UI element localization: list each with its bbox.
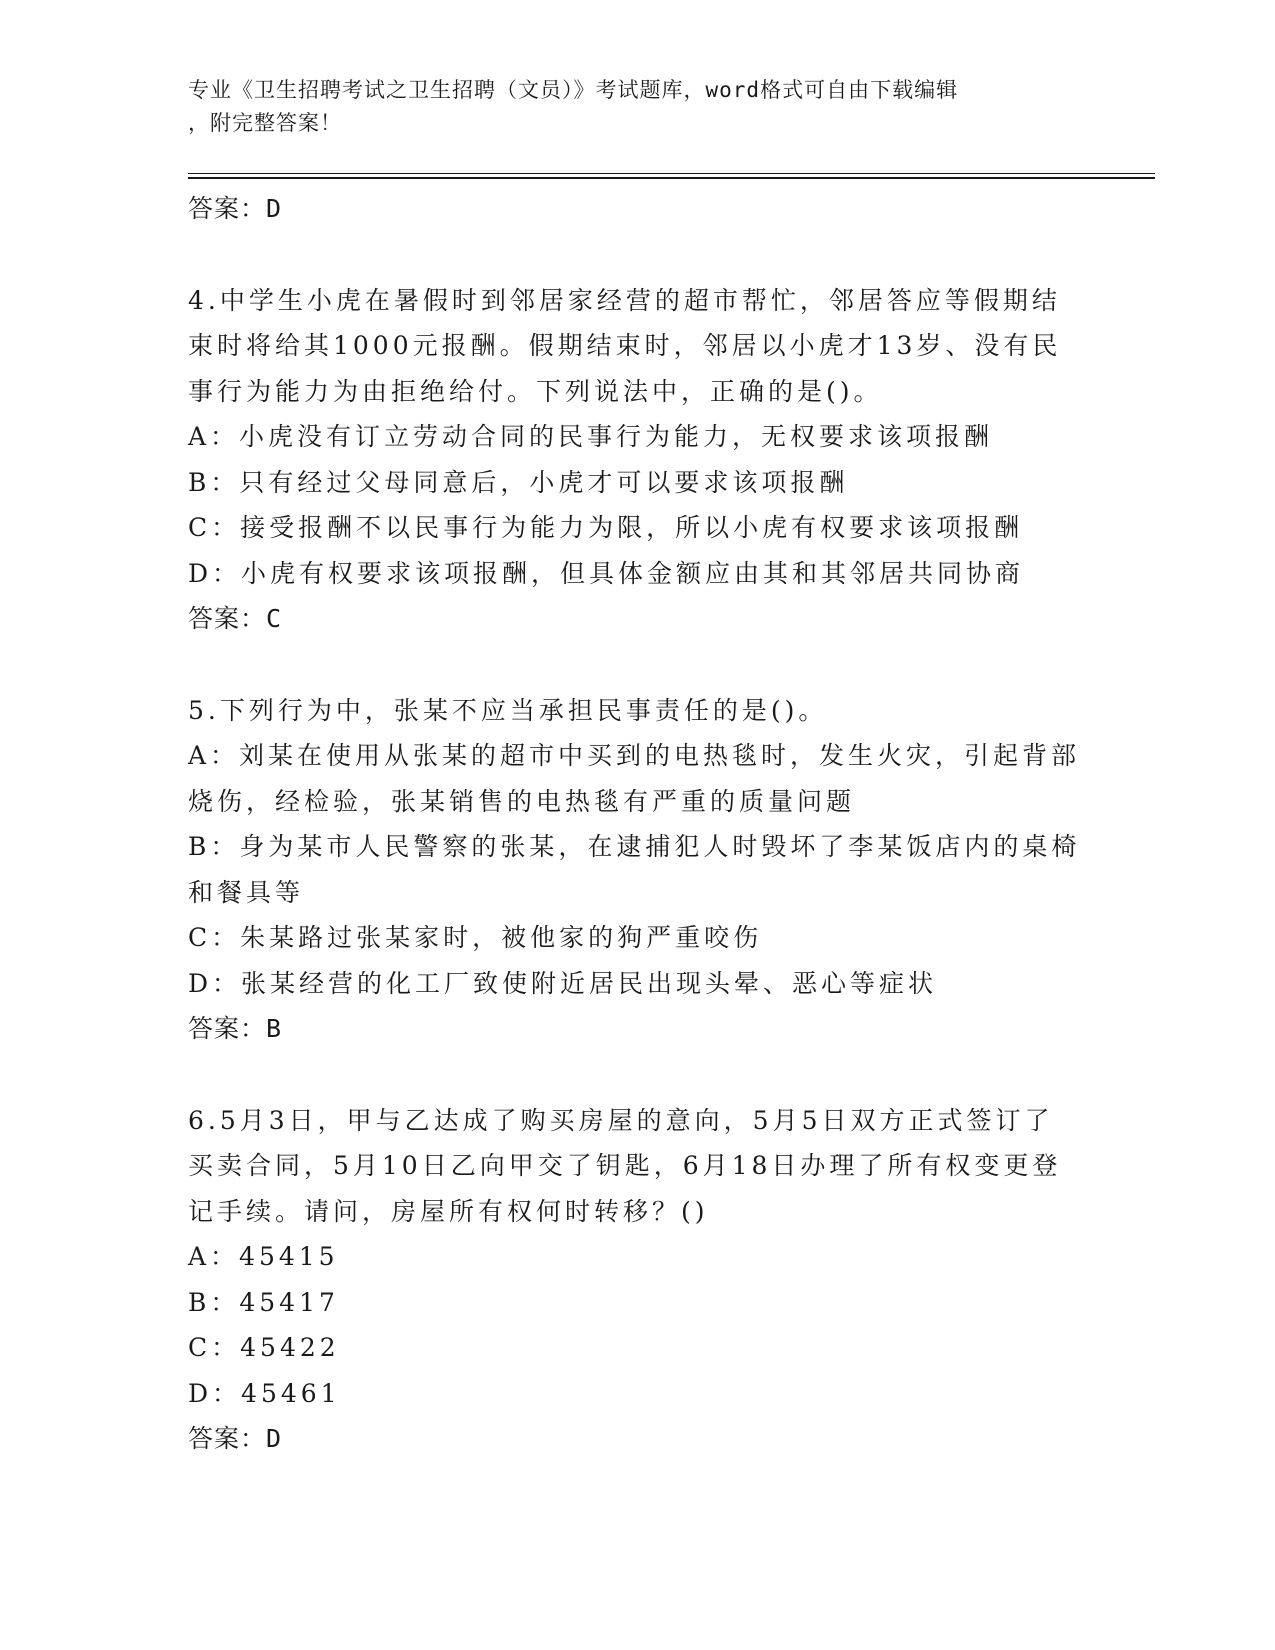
question-list (188, 186, 1088, 1462)
q5-option-b: B：身为某市人民警察的张某，在逮捕犯人时毁坏了李某饭店内的桌椅 (188, 832, 1081, 861)
q4-option-c: C：接受报酬不以民事行为能力为限，所以小虎有权要求该项报酬 (188, 513, 1024, 542)
q6-stem-line: 买卖合同，5月10日乙向甲交了钥匙，6月18日办理了所有权变更登 (188, 1151, 1062, 1180)
q6-option-c: C：45422 (188, 1333, 340, 1362)
q4-option-a: A：小虎没有订立劳动合同的民事行为能力，无权要求该项报酬 (188, 422, 994, 451)
header-line-2: ，附完整答案！ (188, 111, 342, 135)
q6-stem-line: 6.5月3日，甲与乙达成了购买房屋的意向，5月5日双方正式签订了 (188, 1105, 1054, 1135)
question-5 (188, 688, 1088, 1052)
header-divider-thick (188, 177, 1155, 179)
question-6 (188, 1098, 1088, 1462)
document-header (188, 74, 1088, 140)
q5-option-c: C：朱某路过张某家时，被他家的狗严重咬伤 (188, 923, 763, 952)
header-line-1: 专业《卫生招聘考试之卫生招聘（文员）》考试题库，word格式可自由下载编辑 (188, 78, 959, 102)
header-divider-thin (188, 173, 1155, 174)
q6-answer: 答案：D (188, 1424, 283, 1453)
q5-option-a: A：刘某在使用从张某的超市中买到的电热毯时，发生火灾，引起背部 (188, 741, 1081, 770)
q6-option-a: A：45415 (188, 1242, 339, 1271)
q6-option-d: D：45461 (188, 1378, 341, 1408)
q6-option-b: B：45417 (188, 1287, 339, 1317)
q6-stem-line: 记手续。请问，房屋所有权何时转移？() (188, 1196, 709, 1226)
q5-option-b-cont: 和餐具等 (188, 877, 305, 907)
q4-stem-line: 束时将给其1000元报酬。假期结束时，邻居以小虎才13岁、没有民 (188, 331, 1062, 360)
q4-option-d: D：小虎有权要求该项报酬，但具体金额应由其和其邻居共同协商 (188, 558, 1025, 588)
previous-answer: 答案：D (188, 194, 283, 223)
q4-answer: 答案：C (188, 604, 283, 633)
q5-answer: 答案：B (188, 1014, 283, 1043)
q5-option-d: D：张某经营的化工厂致使附近居民出现头晕、恶心等症状 (188, 968, 938, 998)
q4-option-b: B：只有经过父母同意后，小虎才可以要求该项报酬 (188, 467, 849, 497)
q4-stem-line: 事行为能力为由拒绝给付。下列说法中，正确的是()。 (188, 376, 883, 406)
question-4 (188, 278, 1088, 642)
q5-stem-line: 5.下列行为中，张某不应当承担民事责任的是()。 (188, 695, 828, 725)
q5-option-a-cont: 烧伤，经检验，张某销售的电热毯有严重的质量问题 (188, 786, 856, 816)
q4-stem-line: 4.中学生小虎在暑假时到邻居家经营的超市帮忙，邻居答应等假期结 (188, 285, 1061, 315)
